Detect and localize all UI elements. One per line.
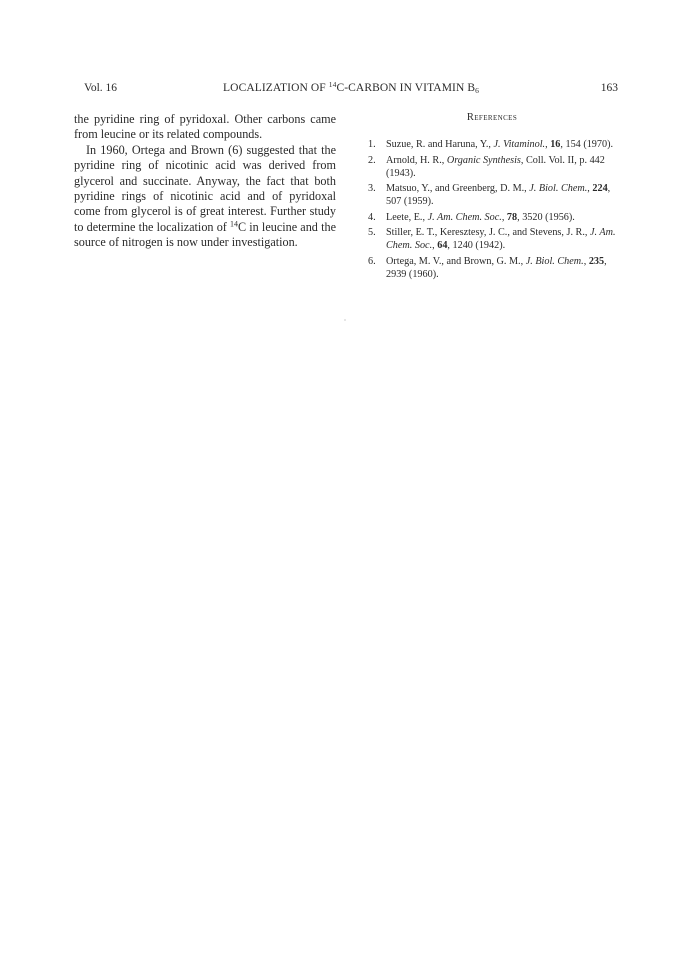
reference-pages-year: , 1240 (1942).: [447, 240, 506, 252]
reference-volume: 78: [506, 211, 518, 223]
header-volume: Vol. 16: [84, 82, 118, 94]
reference-number: 1.: [368, 139, 376, 151]
reference-pages-year: , 3520 (1956).: [517, 211, 575, 223]
reference-number: 6.: [368, 255, 376, 267]
reference-item: [364, 182, 620, 209]
header-title-superscript: 14: [328, 79, 337, 89]
reference-journal: J. Biol. Chem.: [525, 255, 584, 267]
reference-separator: ,: [583, 255, 589, 267]
body-paragraph-2: [74, 143, 336, 251]
body-paragraph-2-post: C in leucine and the source of nitrogen is now under investigation.: [74, 219, 336, 250]
reference-number: 4.: [368, 211, 376, 223]
reference-number: 3.: [368, 183, 376, 195]
reference-item: [364, 255, 620, 282]
reference-separator: ,: [501, 211, 507, 223]
reference-text: [386, 183, 610, 207]
reference-authors: Arnold, H. R.,: [386, 154, 447, 166]
header-page-number: 163: [600, 82, 618, 94]
reference-text: [386, 227, 616, 251]
header-title-mid: C-CARBON IN VITAMIN B: [336, 82, 476, 94]
reference-number: 2.: [368, 154, 376, 166]
reference-text: [386, 212, 575, 223]
reference-text: [386, 139, 613, 150]
reference-item: [364, 211, 620, 224]
reference-authors: Leete, E.,: [386, 211, 428, 223]
reference-separator: ,: [520, 154, 526, 166]
reference-item: [364, 226, 620, 253]
reference-separator: ,: [587, 183, 593, 195]
body-paragraph-2-superscript: 14: [230, 219, 238, 229]
reference-volume: 64: [437, 240, 448, 252]
reference-separator: ,: [432, 240, 438, 252]
reference-text: [386, 256, 607, 280]
reference-volume: 235: [588, 255, 605, 267]
reference-pages-year: , 154 (1970).: [560, 139, 614, 151]
body-paragraph-1: the pyridine ring of pyridoxal. Other carbons came from leucine or its related compounds.: [74, 112, 336, 142]
body-paragraph-2-pre: In 1960, Ortega and Brown (6) suggested that the pyridine ring of nicotinic acid was derived from glycerol and succinate. Anyway, the fact that both pyridine rings of nicotinic acid and of pyridoxal come from glycerol is of great interest. Further study to determine the localization of: [74, 142, 336, 234]
running-header: [84, 80, 618, 96]
reference-pages-year: , 507 (1959).: [386, 183, 611, 208]
reference-journal: J. Am. Chem. Soc.: [386, 227, 616, 252]
reference-journal: J. Biol. Chem.: [529, 183, 588, 195]
body-text-column: [74, 112, 336, 251]
reference-authors: Ortega, M. V., and Brown, G. M.,: [386, 255, 526, 267]
reference-number: 5.: [368, 227, 376, 239]
reference-pages-year: , 2939 (1960).: [386, 255, 607, 280]
scan-speck: [344, 319, 346, 321]
reference-authors: Suzue, R. and Haruna, Y.,: [386, 139, 494, 151]
reference-separator: ,: [545, 139, 551, 151]
reference-authors: Stiller, E. T., Keresztesy, J. C., and Stevens, J. R.,: [386, 227, 590, 239]
header-title-pre: LOCALIZATION OF: [223, 82, 329, 94]
references-heading: References: [466, 112, 518, 123]
references-section: [364, 111, 620, 283]
header-title-subscript: 6: [475, 85, 479, 95]
reference-item: [364, 154, 620, 181]
reference-journal: J. Vitaminol.: [493, 139, 546, 151]
reference-volume: 224: [592, 183, 608, 195]
reference-journal: J. Am. Chem. Soc.: [427, 211, 502, 223]
reference-pages-year: Coll. Vol. II, p. 442 (1943).: [386, 154, 605, 179]
reference-item: [364, 138, 620, 151]
reference-volume: 16: [550, 139, 561, 151]
header-title: [84, 80, 618, 96]
reference-authors: Matsuo, Y., and Greenberg, D. M.,: [386, 183, 530, 195]
reference-journal: Organic Synthesis: [446, 154, 521, 166]
reference-text: [386, 155, 605, 179]
